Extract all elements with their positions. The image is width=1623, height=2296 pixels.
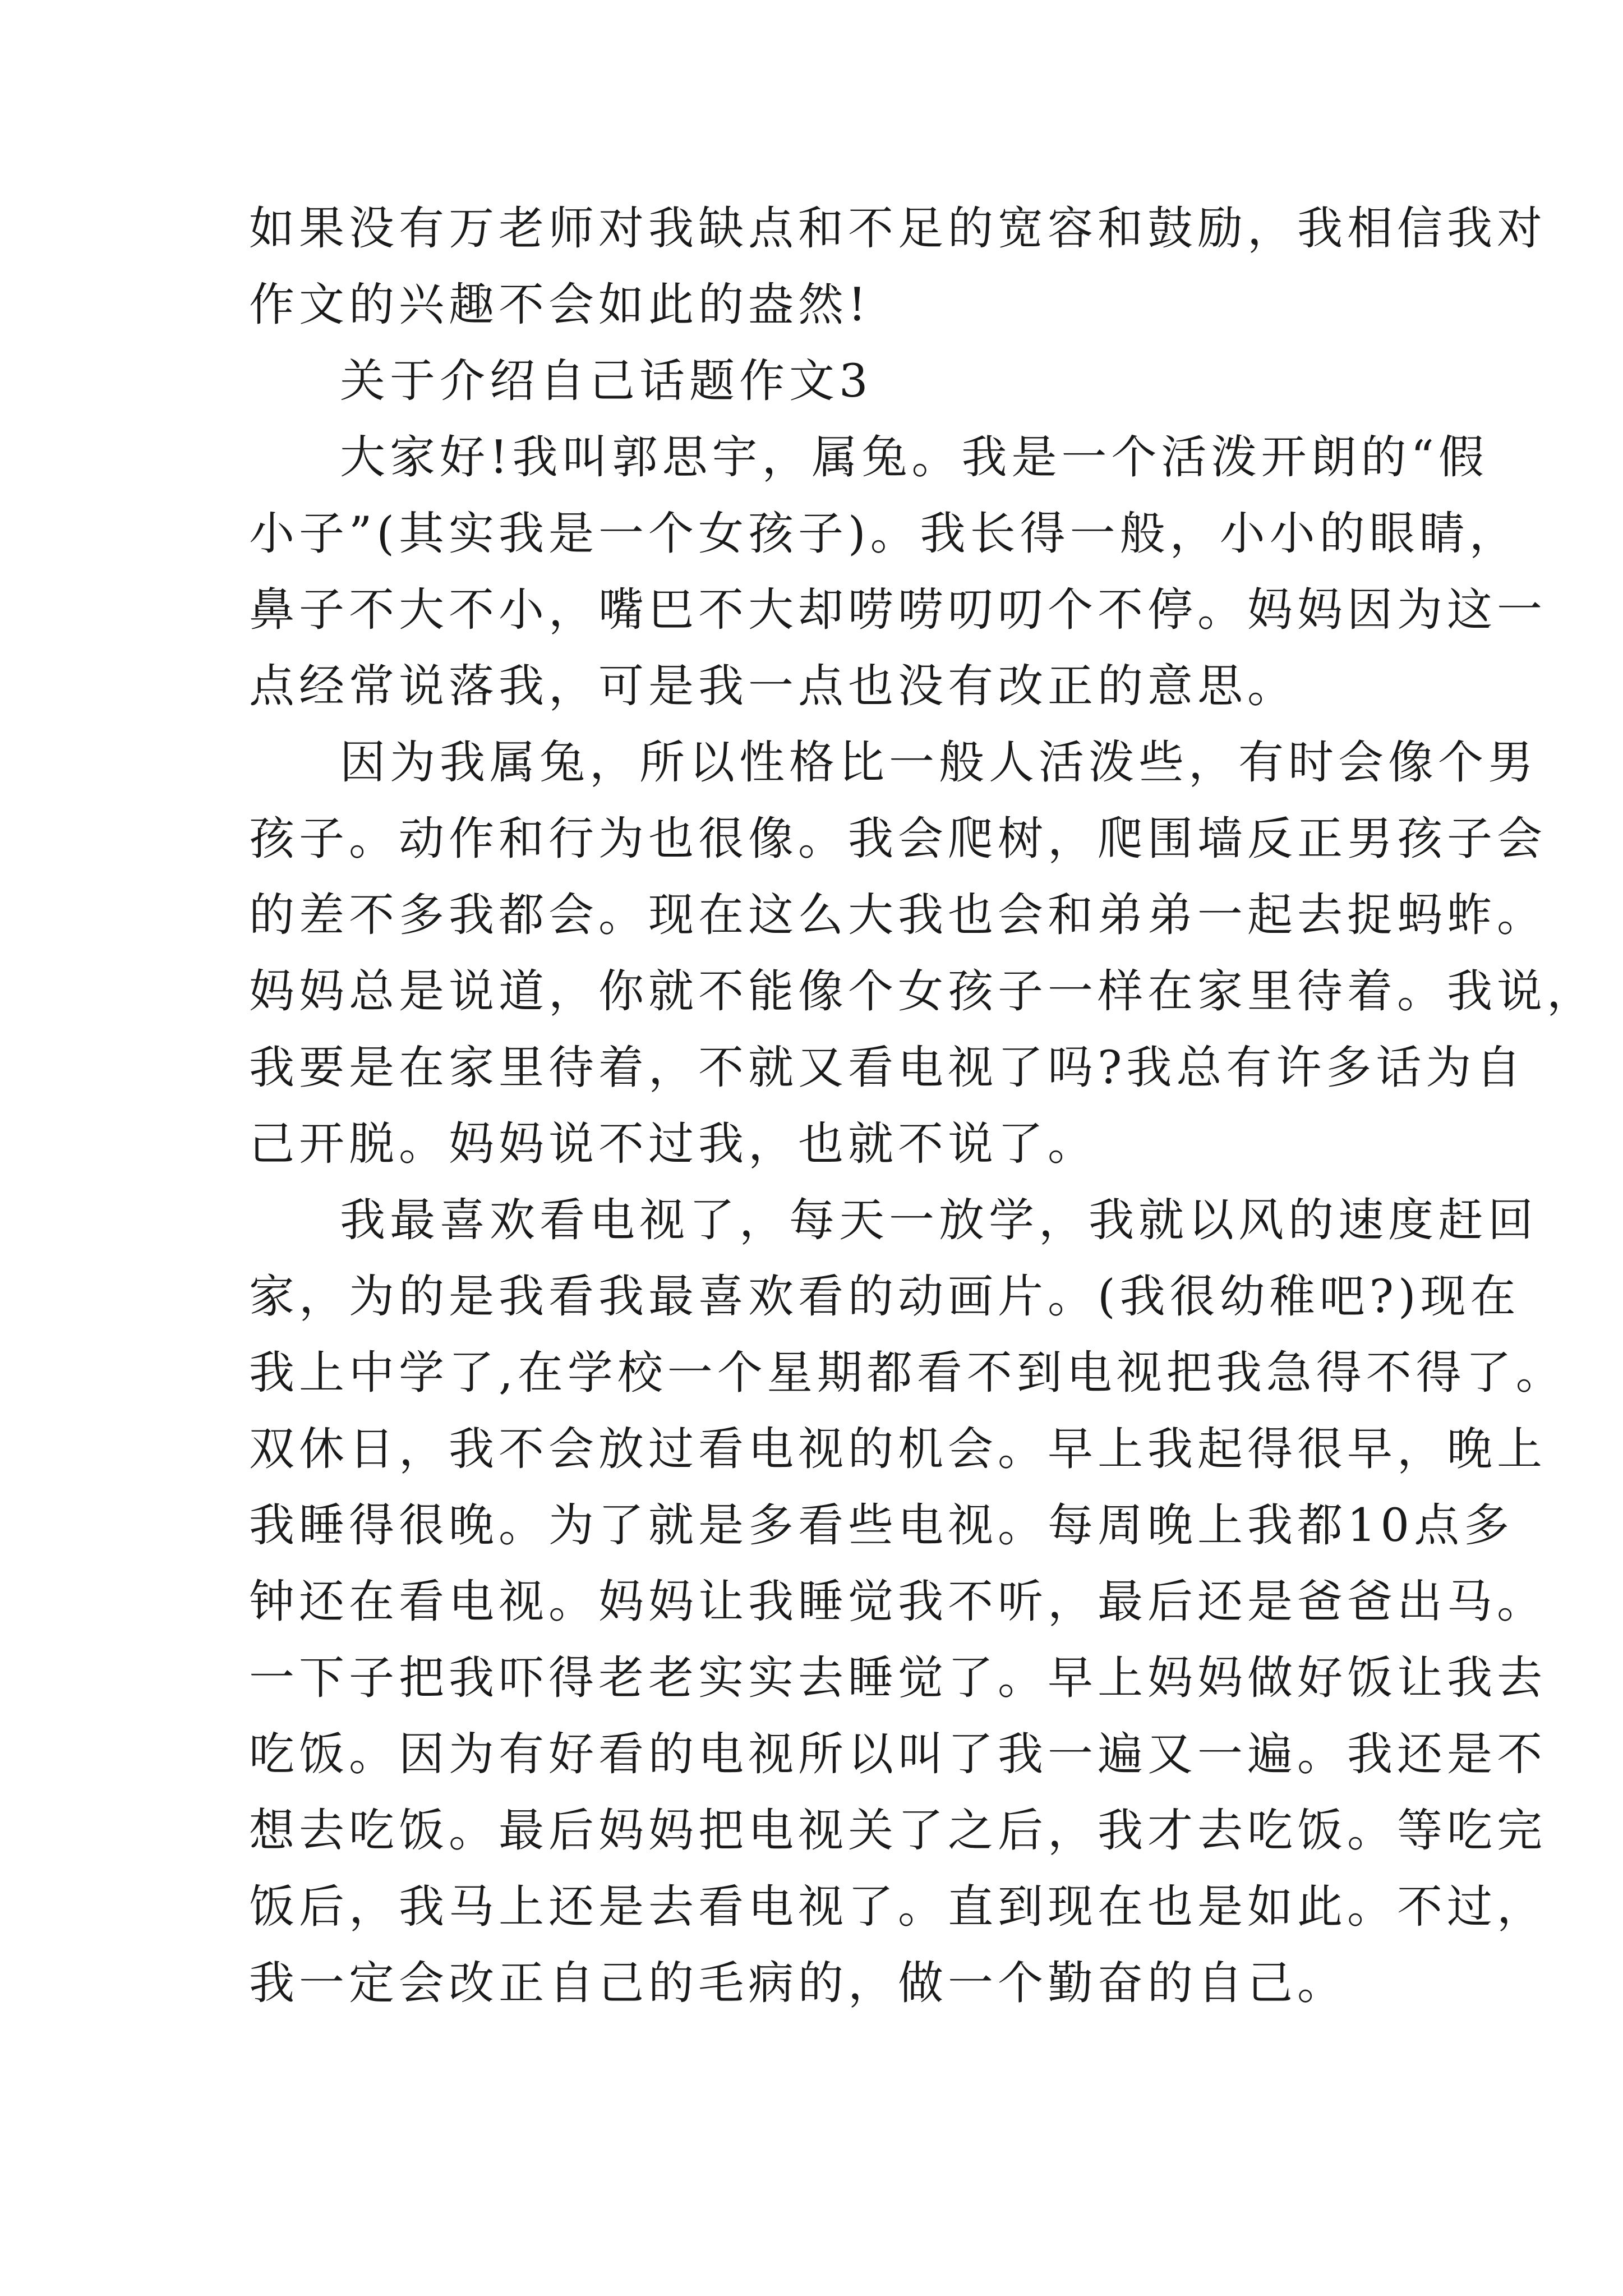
- section-heading: 关于介绍自己话题作文3: [340, 355, 873, 408]
- text-line: 饭后，我马上还是去看电视了。直到现在也是如此。不过，: [249, 1881, 1547, 1934]
- text-line: 的差不多我都会。现在这么大我也会和弟弟一起去捉蚂蚱。: [249, 889, 1547, 942]
- text-line: 我一定会改正自己的毛病的，做一个勤奋的自己。: [249, 1957, 1348, 2010]
- text-line: 鼻子不大不小，嘴巴不大却唠唠叨叨个不停。妈妈因为这一: [249, 584, 1547, 637]
- document-body: [249, 191, 1597, 2022]
- text-line: 想去吃饭。最后妈妈把电视关了之后，我才去吃饭。等吃完: [249, 1805, 1547, 1857]
- text-line: 大家好!我叫郭思宇，属兔。我是一个活泼开朗的“假: [340, 431, 1488, 484]
- text-line: 我要是在家里待着，不就又看电视了吗?我总有许多话为自: [249, 1042, 1526, 1094]
- text-line: 小子”(其实我是一个女孩子)。我长得一般，小小的眼睛，: [249, 508, 1519, 560]
- text-line: 钟还在看电视。妈妈让我睡觉我不听，最后还是爸爸出马。: [249, 1576, 1547, 1628]
- text-line: 我睡得很晚。为了就是多看些电视。每周晚上我都10点多: [249, 1499, 1514, 1552]
- text-line: 孩子。动作和行为也很像。我会爬树，爬围墙反正男孩子会: [249, 813, 1547, 866]
- text-line: 吃饭。因为有好看的电视所以叫了我一遍又一遍。我还是不: [249, 1728, 1547, 1781]
- text-line: 点经常说落我，可是我一点也没有改正的意思。: [249, 660, 1298, 713]
- text-line: 我上中学了,在学校一个星期都看不到电视把我急得不得了。: [249, 1347, 1566, 1400]
- text-line: 如果没有万老师对我缺点和不足的宽容和鼓励，我相信我对: [249, 203, 1547, 255]
- text-line: 作文的兴趣不会如此的盎然!: [249, 279, 871, 332]
- text-line: 因为我属兔，所以性格比一般人活泼些，有时会像个男: [340, 737, 1538, 789]
- text-line: 双休日，我不会放过看电视的机会。早上我起得很早，晚上: [249, 1423, 1547, 1476]
- text-line: 我最喜欢看电视了，每天一放学，我就以风的速度赶回: [340, 1194, 1538, 1247]
- text-line: 妈妈总是说道，你就不能像个女孩子一样在家里待着。我说，: [249, 965, 1597, 1018]
- text-line: 家，为的是我看我最喜欢看的动画片。(我很幼稚吧?)现在: [249, 1271, 1520, 1323]
- text-line: 己开脱。妈妈说不过我，也就不说了。: [249, 1118, 1098, 1171]
- text-line: 一下子把我吓得老老实实去睡觉了。早上妈妈做好饭让我去: [249, 1652, 1547, 1705]
